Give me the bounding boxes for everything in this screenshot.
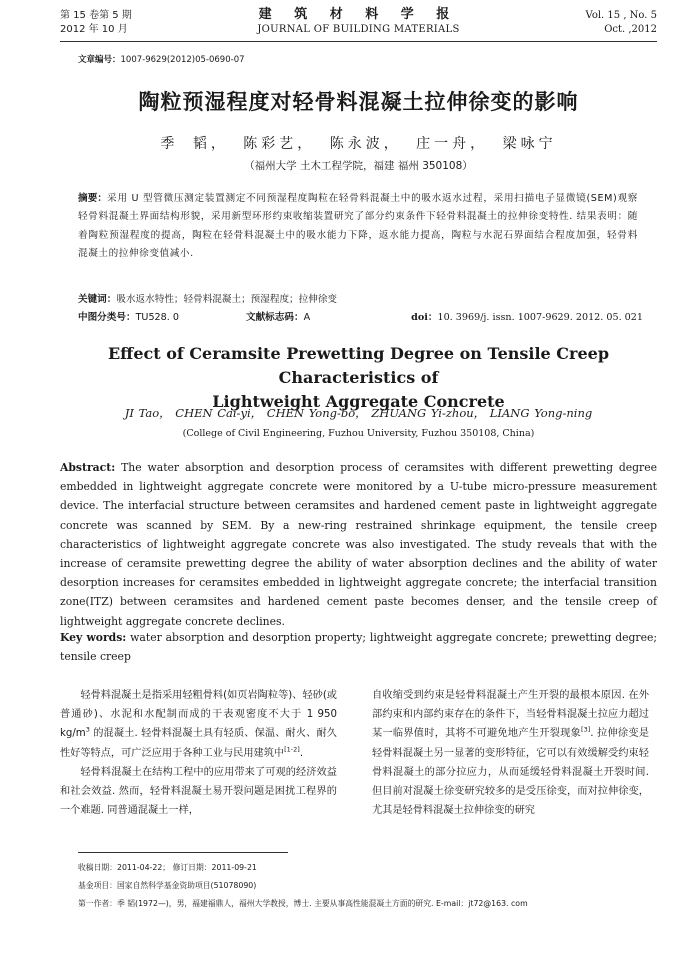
document-code-value: A bbox=[303, 312, 311, 323]
footnote-divider bbox=[78, 852, 288, 853]
affiliation-cn: （福州大学 土木工程学院，福建 福州 350108） bbox=[244, 160, 473, 172]
clc-value: TU528. 0 bbox=[135, 312, 179, 323]
article-number-value: 1007-9629(2012)05-0690-07 bbox=[120, 55, 245, 65]
date-cn: 2012 年 10 月 bbox=[60, 24, 128, 35]
body-text: 轻骨料混凝土是指采用轻粗骨料(如页岩陶粒等)、轻砂(或普通砂)、水泥和水配制而成的干表观密度不大于 1 950 kg/m bbox=[60, 690, 337, 740]
journal-name-cn: 建 筑 材 料 学 报 bbox=[258, 7, 459, 22]
header-volume-en bbox=[586, 9, 657, 37]
body-paragraph bbox=[372, 686, 649, 820]
journal-name bbox=[60, 7, 657, 37]
running-header bbox=[60, 7, 657, 42]
keywords-cn bbox=[78, 292, 638, 308]
classification-line bbox=[78, 310, 643, 326]
volume-issue-cn: 第 15 卷第 5 期 bbox=[60, 10, 132, 21]
footnote-received: 收稿日期：2011-04-22； 修订日期：2011-09-21 bbox=[78, 863, 257, 872]
body-paragraph bbox=[60, 686, 337, 763]
clc-number bbox=[78, 312, 179, 323]
title-en bbox=[60, 342, 657, 414]
article-number-label: 文章编号： bbox=[78, 55, 121, 65]
abstract-cn-label: 摘要： bbox=[78, 193, 108, 204]
clc-label: 中图分类号： bbox=[78, 312, 136, 323]
document-code bbox=[246, 310, 310, 326]
title-en-line-2: Lightweight Aggregate Concrete bbox=[212, 392, 505, 411]
journal-name-en: JOURNAL OF BUILDING MATERIALS bbox=[257, 24, 460, 35]
date-en: Oct. ,2012 bbox=[604, 24, 657, 35]
abstract-en-label: Abstract: bbox=[60, 461, 116, 474]
footnote-fund: 基金项目：国家自然科学基金资助项目(51078090) bbox=[78, 881, 257, 890]
affiliation-en: (College of Civil Engineering, Fuzhou University, Fuzhou 350108, China) bbox=[182, 428, 535, 439]
keywords-cn-text: 吸水返水特性；轻骨料混凝土；预湿程度；拉伸徐变 bbox=[116, 294, 338, 305]
abstract-en-text: The water absorption and desorption process of ceramsites with different prewetting degree embedded in lightweight aggregate concrete were monitored by a U-tube micro-pressure measurement device. The interfacial structure between ceramsites and hardened cement paste in lightweight aggregate concrete was scanned by SEM. By a new-ring restrained shrinkage equipment, the tensile creep characteristics of lightweight aggregate concrete was also investigated. The study reveals that with the increase of ceramsite prewetting degree the ability of water absorption declines and the ability of water desorption increases for ceramsites embedded in lightweight aggregate concrete; the interfacial transition zone(ITZ) between ceramsites and hardened cement paste becomes denser, and the tensile creep of lightweight aggregate concrete declines. bbox=[60, 461, 657, 628]
footnote-author: 第一作者：季 韬(1972—)，男，福建福鼎人，福州大学教授，博士. 主要从事高性能混凝土方面的研究. E-mail：jt72@163. com bbox=[78, 899, 528, 908]
keywords-en bbox=[60, 628, 657, 666]
citation-ref: [3] bbox=[581, 726, 591, 735]
doi bbox=[411, 310, 643, 326]
citation-ref: [1-2] bbox=[284, 745, 300, 754]
authors-cn: 季 韬， 陈彩艺， 陈永波， 庄一舟， 梁咏宁 bbox=[160, 136, 557, 152]
keywords-en-text: water absorption and desorption property; lightweight aggregate concrete; prewetting degree; tensile creep bbox=[60, 631, 657, 664]
doi-label: doi： bbox=[411, 312, 438, 323]
body-text: . 拉伸徐变是轻骨料混凝土另一显著的变形特征，它可以有效缓解受约束轻骨料混凝土的部分拉应力，从而延缓轻骨料混凝土开裂时间. 但目前对混凝土徐变研究较多的是受压徐变，而对拉伸徐变，尤其是轻骨料混凝土拉伸徐变的研究 bbox=[372, 728, 650, 817]
document-code-label: 文献标志码： bbox=[246, 312, 304, 323]
body-column-right bbox=[372, 686, 649, 820]
abstract-en bbox=[60, 458, 657, 631]
article-number bbox=[78, 53, 245, 65]
body-text: . bbox=[299, 747, 304, 759]
doi-value: 10. 3969/j. issn. 1007-9629. 2012. 05. 021 bbox=[437, 312, 643, 323]
authors-en: JI Tao， CHEN Cai-yi， CHEN Yong-bo， ZHUANG Yi-zhou， LIANG Yong-ning bbox=[124, 406, 593, 420]
body-paragraph: 轻骨料混凝土在结构工程中的应用带来了可观的经济效益和社会效益. 然而，轻骨料混凝土易开裂问题是困扰工程界的一个难题. 同普通混凝土一样， bbox=[60, 766, 337, 817]
title-en-line-1: Effect of Ceramsite Prewetting Degree on Tensile Creep Characteristics of bbox=[107, 344, 610, 387]
abstract-cn-text: 采用 U 型管微压测定装置测定不同预湿程度陶粒在轻骨料混凝土中的吸水返水过程，采用扫描电子显微镜(SEM)观察轻骨料混凝土界面结构形貌，采用新型环形约束收缩装置研究了部分约束条件下轻骨料混凝土的拉伸徐变特性. 结果表明：随着陶粒预湿程度的提高，陶粒在轻骨料混凝土中的吸水能力下降，返水能力提高，陶粒与水泥石界面结合程度加强，轻骨料混凝土的拉伸徐变值减小. bbox=[78, 193, 639, 260]
volume-issue-en: Vol. 15 , No. 5 bbox=[585, 10, 657, 21]
body-text: 自收缩受到约束是轻骨料混凝土产生开裂的最根本原因. 在外部约束和内部约束存在的条件下，当轻骨料混凝土拉应力超过某一临界值时，其将不可避免地产生开裂现象 bbox=[372, 690, 649, 740]
abstract-cn bbox=[78, 190, 638, 264]
body-column-left bbox=[60, 686, 337, 820]
keywords-cn-label: 关键词： bbox=[78, 294, 117, 305]
body-text: 的混凝土. 轻骨料混凝土具有轻质、保温、耐火、耐久性好等特点，可广泛应用于各种工业与民用建筑中 bbox=[60, 728, 337, 759]
keywords-en-label: Key words: bbox=[60, 631, 127, 644]
superscript: 3 bbox=[85, 726, 90, 735]
title-cn: 陶粒预湿程度对轻骨料混凝土拉伸徐变的影响 bbox=[138, 90, 579, 114]
